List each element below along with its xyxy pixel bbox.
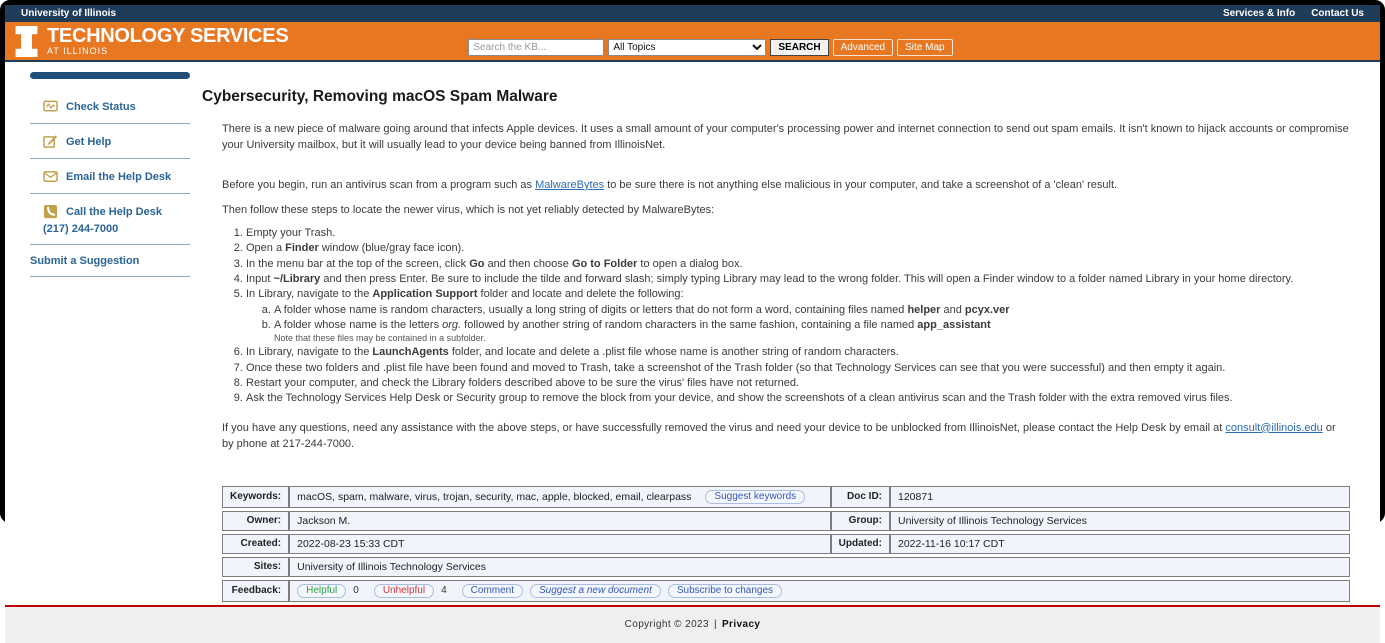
substep-note: Note that these files may be contained in a subfolder.: [274, 333, 486, 344]
site-map-button[interactable]: Site Map: [897, 39, 952, 56]
docid-label: Doc ID:: [831, 486, 890, 508]
site-subtitle: AT ILLINOIS: [47, 46, 109, 56]
step-item: 5. In Library, navigate to the Application Support folder and locate and delete the following: a. A folder whose name is random characters, usually a long string of digits or letters that do not form a word, containing files named helper and pcyx.ver b. A folder whose name is the letters org. followed by another string of random characters in the same fashion, containing a file named app_assistant Note that these files may be contained in a subfolder.: [246, 287, 1350, 345]
intro-paragraph-2: Before you begin, run an antivirus scan from a program such as MalwareBytes to be sure there is not anything else malicious in your computer, and take a screenshot of a 'clean' result.: [222, 178, 1118, 191]
unhelpful-count: 4: [441, 585, 447, 597]
topic-select[interactable]: [608, 39, 766, 56]
search-button[interactable]: SEARCH: [770, 39, 828, 56]
step-item: 3. In the menu bar at the top of the screen, click Go and then choose Go to Folder to open a dialog box.: [246, 257, 1350, 272]
unhelpful-button[interactable]: Unhelpful: [374, 584, 434, 598]
updated-label: Updated:: [831, 534, 890, 554]
help-desk-phone-number: (217) 244-7000: [43, 223, 119, 235]
created-value: 2022-08-23 15:33 CDT: [289, 534, 831, 554]
owner-value: Jackson M.: [289, 511, 831, 531]
keywords-value: macOS, spam, malware, virus, trojan, security, mac, apple, blocked, email, clearpass: [297, 490, 692, 503]
envelope-icon: [43, 169, 58, 184]
docid-value: 120871: [890, 486, 1350, 508]
article-main: [200, 62, 1380, 605]
step-item: 1. Empty your Trash.: [246, 226, 1350, 241]
sites-value: University of Illinois Technology Services: [289, 557, 1350, 577]
contact-us-link[interactable]: Contact Us: [1311, 8, 1364, 19]
helpful-count: 0: [353, 585, 359, 597]
owner-label: Owner:: [222, 511, 289, 531]
intro-paragraph-3: Then follow these steps to locate the newer virus, which is not yet reliably detected by MalwareBytes:: [222, 203, 715, 216]
footer-separator: |: [713, 619, 717, 631]
table-row: [222, 511, 1350, 531]
sites-label: Sites:: [222, 557, 289, 577]
intro-paragraph-1: There is a new piece of malware going around that infects Apple devices. It uses a small amount of your computer's processing power and internet connection to send out spam emails. It isn't known to hijack accounts or compromise your University mailbox, but it will usually lead to your device being banned from IllinoisNet.: [222, 123, 1349, 151]
advanced-search-button[interactable]: Advanced: [833, 39, 893, 56]
status-monitor-icon: [43, 99, 58, 114]
site-header: [5, 22, 1380, 62]
sidebar-item-label: Get Help: [66, 135, 112, 148]
keywords-label: Keywords:: [222, 486, 289, 508]
illinois-block-i-logo: [15, 26, 38, 57]
table-row: [222, 486, 1350, 508]
sidebar-item-call-help-desk[interactable]: [30, 194, 190, 245]
kb-search-bar: [468, 39, 952, 56]
footer: [5, 607, 1380, 643]
site-title: TECHNOLOGY SERVICES: [47, 25, 289, 47]
sidebar: [5, 62, 200, 605]
step-item: 7. Once these two folders and .plist file have been found and moved to Trash, take a screenshot of the Trash folder (so that Technology Services can see that you were successful) and then empty it again.: [246, 361, 1350, 376]
sidebar-item-label: Email the Help Desk: [66, 170, 172, 183]
helpful-button[interactable]: Helpful: [297, 584, 346, 598]
sidebar-accent-bar: [30, 72, 190, 79]
subscribe-to-changes-button[interactable]: Subscribe to changes: [668, 584, 782, 598]
content-area: [5, 62, 1380, 605]
substep-item: b. A folder whose name is the letters org. followed by another string of random characters in the same fashion, containing a file named app_assistant Note that these files may be contained in a subfolder.: [274, 318, 1350, 345]
privacy-link[interactable]: Privacy: [721, 619, 761, 631]
table-row: [222, 534, 1350, 554]
step-item: 9. Ask the Technology Services Help Desk or Security group to remove the block from your device, and show the screenshots of a clean antivirus scan and the Trash folder with the extra removed virus files.: [246, 391, 1350, 406]
article-title: Cybersecurity, Removing macOS Spam Malware: [202, 88, 558, 105]
suggest-keywords-button[interactable]: Suggest keywords: [705, 490, 805, 504]
table-row: [222, 580, 1350, 602]
group-value: University of Illinois Technology Services: [890, 511, 1350, 531]
site-brand[interactable]: [15, 26, 288, 57]
sidebar-item-label: Check Status: [66, 100, 136, 113]
group-label: Group:: [831, 511, 890, 531]
created-label: Created:: [222, 534, 289, 554]
inline-link[interactable]: consult@illinois.edu: [1225, 421, 1323, 434]
inline-link[interactable]: MalwareBytes: [535, 178, 605, 191]
sidebar-item-label: Submit a Suggestion: [30, 255, 140, 267]
document-meta-table: [222, 483, 1350, 605]
step-item: 8. Restart your computer, and check the Library folders described above to be sure the virus' files have not returned.: [246, 376, 1350, 391]
table-row: [222, 557, 1350, 577]
suggest-new-document-button[interactable]: Suggest a new document: [530, 584, 661, 598]
step-item: 4. Input ~/Library and then press Enter. Be sure to include the tilde and forward slash; simply typing Library may lead to the wrong folder. This will open a Finder window to a folder named Library in your home directory.: [246, 272, 1350, 287]
university-brand: University of Illinois: [21, 8, 117, 19]
updated-value: 2022-11-16 10:17 CDT: [890, 534, 1350, 554]
copyright-text: Copyright © 2023: [624, 619, 709, 631]
closing-paragraph: If you have any questions, need any assistance with the above steps, or have successfully removed the virus and need your device to be unblocked from IllinoisNet, please contact the Help Desk by email at consult@illinois.edu or by phone at 217-244-7000.: [222, 421, 1336, 450]
step-item: 6. In Library, navigate to the LaunchAgents folder, and locate and delete a .plist file whose name is another string of random characters.: [246, 345, 1350, 360]
search-input[interactable]: [468, 39, 604, 56]
top-utility-bar: [5, 5, 1380, 22]
sidebar-item-submit-suggestion[interactable]: [30, 245, 190, 277]
sidebar-item-get-help[interactable]: [30, 124, 190, 159]
sidebar-item-label: Call the Help Desk: [66, 205, 162, 218]
step-item: 2. Open a Finder window (blue/gray face icon).: [246, 241, 1350, 256]
sidebar-item-check-status[interactable]: [30, 89, 190, 124]
compose-icon: [43, 134, 58, 149]
steps-list: [222, 226, 1350, 407]
substep-item: a. A folder whose name is random characters, usually a long string of digits or letters that do not form a word, containing files named helper and pcyx.ver: [274, 303, 1350, 318]
comment-button[interactable]: Comment: [462, 584, 523, 598]
substeps-list: [246, 303, 1350, 345]
sidebar-item-email-help-desk[interactable]: [30, 159, 190, 194]
phone-icon: [43, 204, 58, 219]
feedback-label: Feedback:: [222, 580, 289, 602]
services-info-link[interactable]: Services & Info: [1222, 8, 1296, 19]
